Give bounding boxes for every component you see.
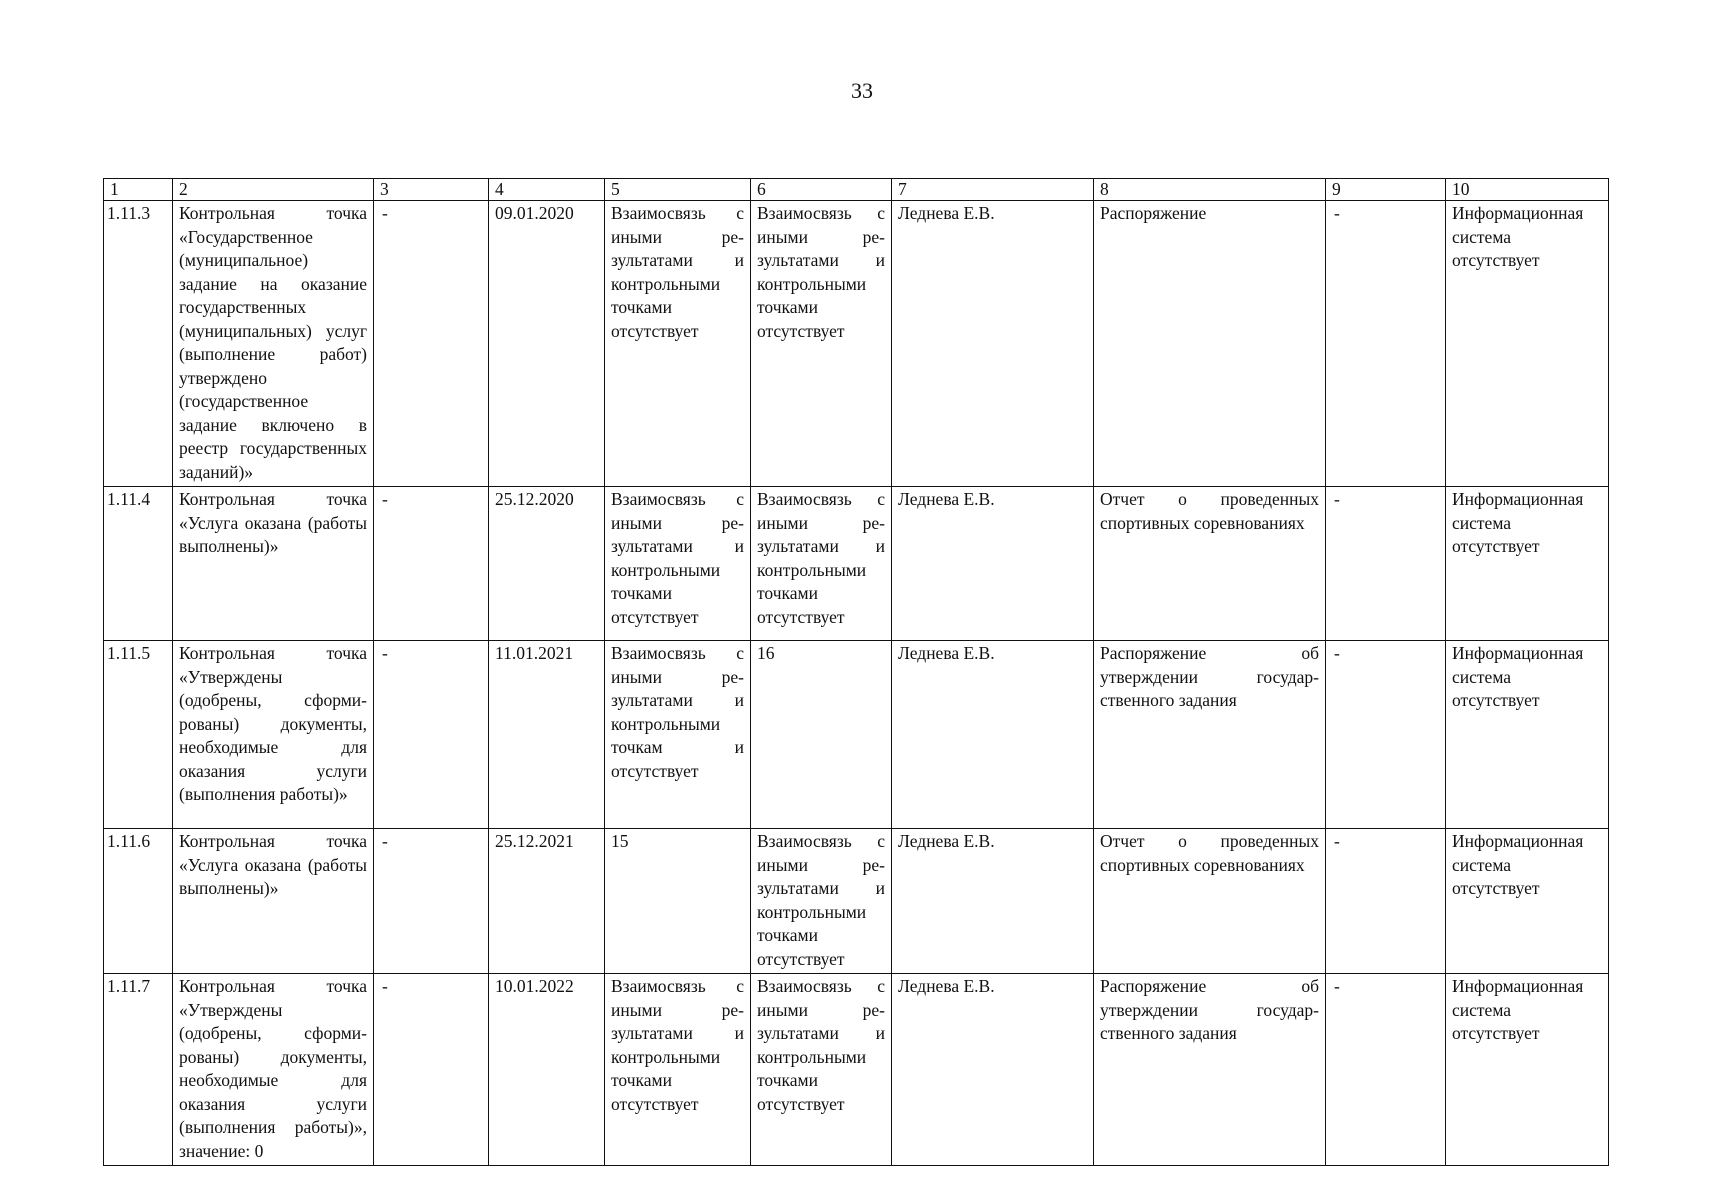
column-5-value: Взаимосвязь с иными результатами и контрольными точками отсутствует [605, 487, 751, 641]
table-row [104, 974, 1609, 1166]
table-row [104, 829, 1609, 974]
column-3-value: - [374, 201, 489, 487]
date: 09.01.2020 [489, 201, 605, 487]
header-cell: 8 [1094, 179, 1326, 201]
column-5-value: Взаимосвязь с иными результатами и контрольными точкам и отсутствует [605, 641, 751, 829]
column-5-value: Взаимосвязь с иными результатами и контрольными точками отсутствует [605, 974, 751, 1166]
responsible-person: Леднева Е.В. [892, 641, 1094, 829]
column-6-value: Взаимосвязь с иными результатами и контрольными точками отсутствует [751, 829, 892, 974]
table-header-row [104, 179, 1609, 201]
header-cell: 4 [489, 179, 605, 201]
header-cell: 2 [173, 179, 374, 201]
info-system: Информационная система отсутствует [1446, 641, 1609, 829]
column-3-value: - [374, 641, 489, 829]
row-number: 1.11.6 [104, 829, 173, 974]
header-cell: 5 [605, 179, 751, 201]
responsible-person: Леднева Е.В. [892, 829, 1094, 974]
date: 25.12.2021 [489, 829, 605, 974]
header-cell: 6 [751, 179, 892, 201]
control-points-table [103, 178, 1609, 1166]
document-type: Распоряжение [1094, 201, 1326, 487]
event-name: Контрольная точка «Утверждены (одобрены, сформированы) документы, необходимые для оказания услуги (выполнения работы)», значение: 0 [173, 974, 374, 1166]
header-cell: 3 [374, 179, 489, 201]
column-9-value: - [1326, 641, 1446, 829]
document-type: Отчет о проведенных спортивных соревнованиях [1094, 487, 1326, 641]
column-3-value: - [374, 974, 489, 1166]
info-system: Информационная система отсутствует [1446, 829, 1609, 974]
responsible-person: Леднева Е.В. [892, 974, 1094, 1166]
event-name: Контрольная точка «Услуга оказана (работы выполнены)» [173, 829, 374, 974]
row-number: 1.11.5 [104, 641, 173, 829]
column-9-value: - [1326, 487, 1446, 641]
date: 11.01.2021 [489, 641, 605, 829]
column-9-value: - [1326, 974, 1446, 1166]
column-6-value: Взаимосвязь с иными результатами и контрольными точками отсутствует [751, 201, 892, 487]
table-row [104, 641, 1609, 829]
header-cell: 10 [1446, 179, 1609, 201]
responsible-person: Леднева Е.В. [892, 487, 1094, 641]
info-system: Информационная система отсутствует [1446, 487, 1609, 641]
column-9-value: - [1326, 829, 1446, 974]
info-system: Информационная система отсутствует [1446, 201, 1609, 487]
column-6-value: 16 [751, 641, 892, 829]
date: 10.01.2022 [489, 974, 605, 1166]
date: 25.12.2020 [489, 487, 605, 641]
row-number: 1.11.4 [104, 487, 173, 641]
row-number: 1.11.7 [104, 974, 173, 1166]
table-row [104, 201, 1609, 487]
event-name: Контрольная точка «Услуга оказана (работы выполнены)» [173, 487, 374, 641]
page-number: 33 [851, 78, 873, 103]
header-cell: 9 [1326, 179, 1446, 201]
event-name: Контрольная точка «Утверждены (одобрены, сформированы) документы, необходимые для оказания услуги (выполнения работы)» [173, 641, 374, 829]
header-cell: 7 [892, 179, 1094, 201]
row-number: 1.11.3 [104, 201, 173, 487]
column-3-value: - [374, 829, 489, 974]
column-6-value: Взаимосвязь с иными результатами и контрольными точками отсутствует [751, 974, 892, 1166]
document-type: Распоряжение об утверждении государственного задания [1094, 641, 1326, 829]
event-name: Контрольная точка «Государственное (муниципальное) задание на оказание государственных (муниципальных) услуг (выполнение работ) утверждено (государственное задание включено в реестр государственных заданий)» [173, 201, 374, 487]
header-cell: 1 [104, 179, 173, 201]
column-6-value: Взаимосвязь с иными результатами и контрольными точками отсутствует [751, 487, 892, 641]
document-type: Отчет о проведенных спортивных соревнованиях [1094, 829, 1326, 974]
column-9-value: - [1326, 201, 1446, 487]
column-5-value: Взаимосвязь с иными результатами и контрольными точками отсутствует [605, 201, 751, 487]
info-system: Информационная система отсутствует [1446, 974, 1609, 1166]
responsible-person: Леднева Е.В. [892, 201, 1094, 487]
table-row [104, 487, 1609, 641]
column-5-value: 15 [605, 829, 751, 974]
document-type: Распоряжение об утверждении государственного задания [1094, 974, 1326, 1166]
column-3-value: - [374, 487, 489, 641]
